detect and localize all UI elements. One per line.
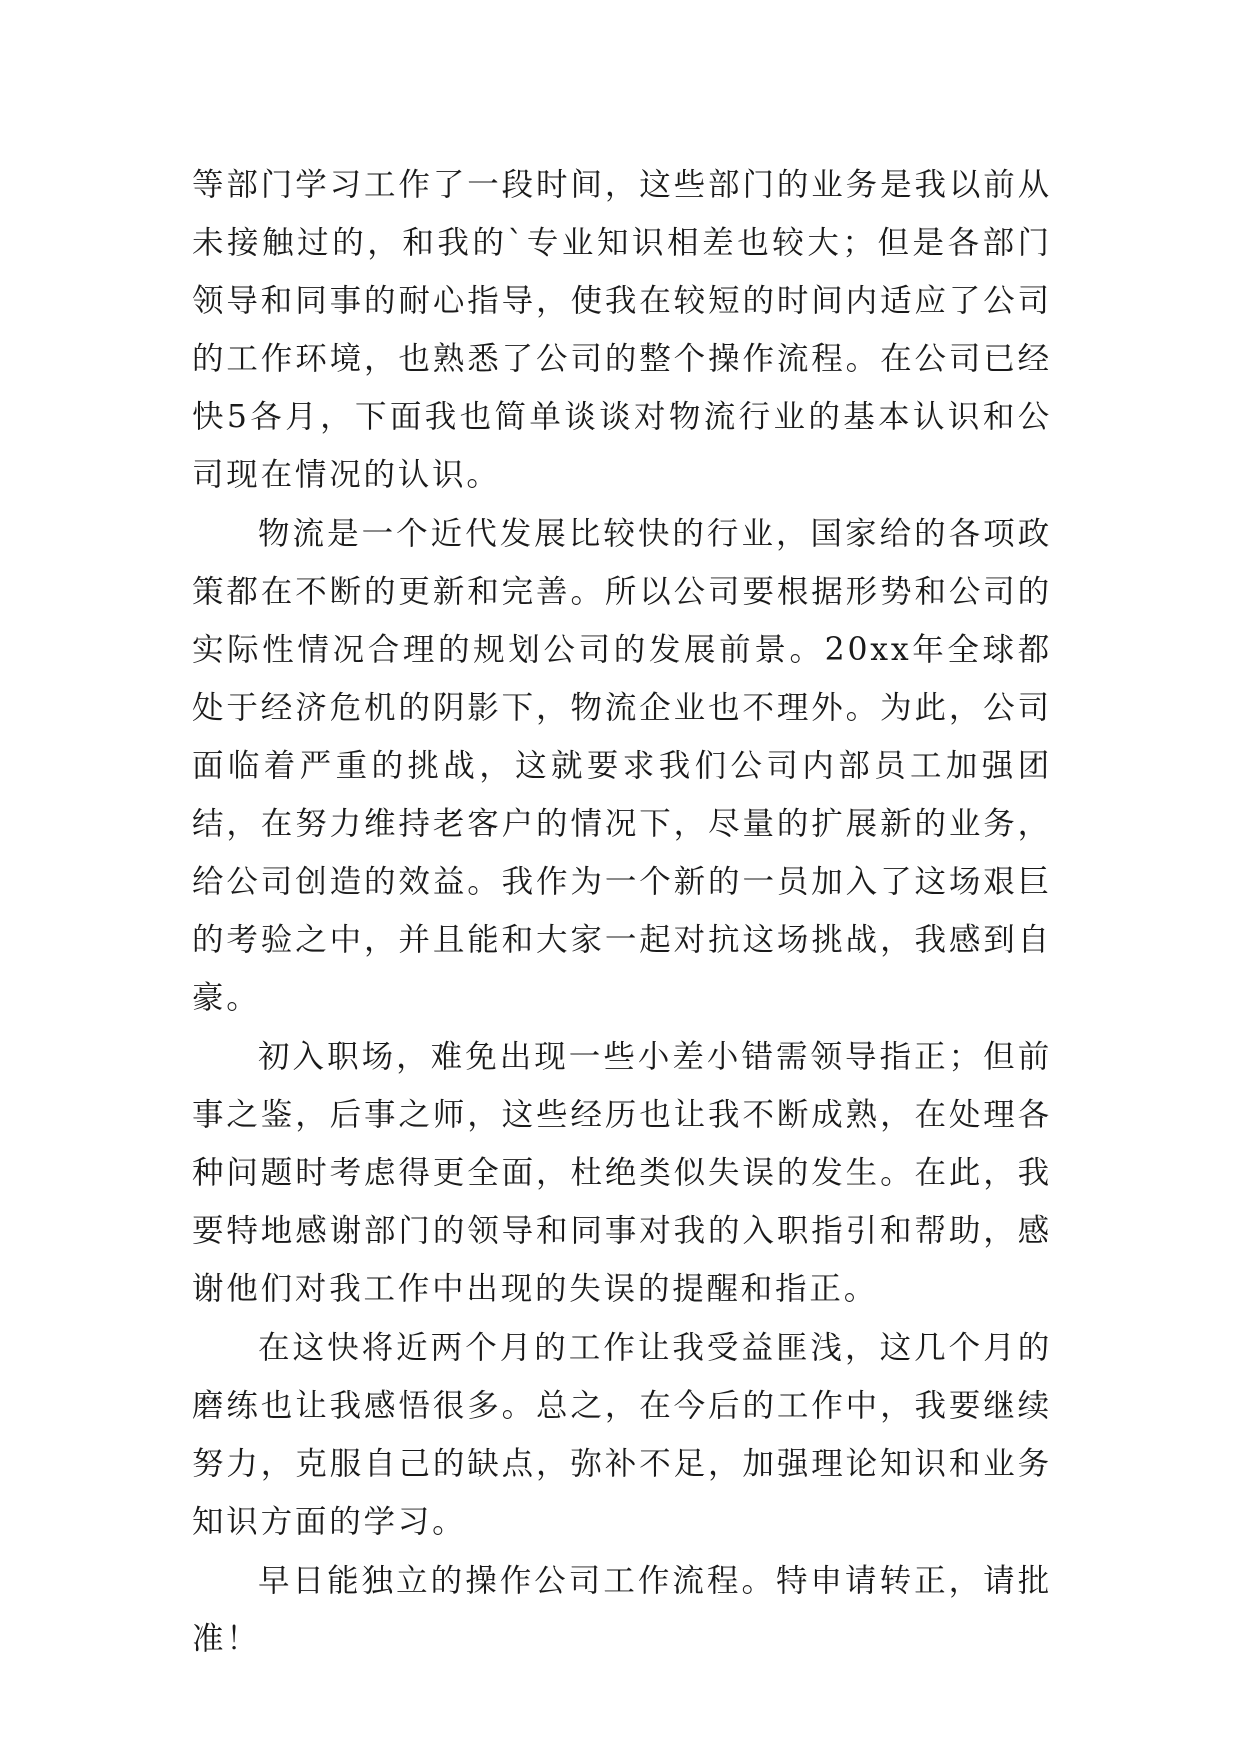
- document-body: [192, 156, 1052, 1669]
- paragraph-2: 物流是一个近代发展比较快的行业，国家给的各项政策都在不断的更新和完善。所以公司要根据形势和公司的实际性情况合理的规划公司的发展前景。20xx年全球都处于经济危机的阴影下，物流企业也不理外。为此，公司面临着严重的挑战，这就要求我们公司内部员工加强团结，在努力维持老客户的情况下，尽量的扩展新的业务，给公司创造的效益。我作为一个新的一员加入了这场艰巨的考验之中，并且能和大家一起对抗这场挑战，我感到自豪。: [192, 516, 1052, 1016]
- paragraph-4: 在这快将近两个月的工作让我受益匪浅，这几个月的磨练也让我感悟很多。总之，在今后的工作中，我要继续努力，克服自己的缺点，弥补不足，加强理论知识和业务知识方面的学习。: [192, 1330, 1052, 1540]
- paragraph-1: 等部门学习工作了一段时间，这些部门的业务是我以前从未接触过的，和我的`专业知识相差也较大；但是各部门领导和同事的耐心指导，使我在较短的时间内适应了公司的工作环境，也熟悉了公司的整个操作流程。在公司已经快5各月，下面我也简单谈谈对物流行业的基本认识和公司现在情况的认识。: [192, 167, 1052, 493]
- paragraph-5: 早日能独立的操作公司工作流程。特申请转正，请批准！: [192, 1563, 1052, 1657]
- paragraph-3: 初入职场，难免出现一些小差小错需领导指正；但前事之鉴，后事之师，这些经历也让我不断成熟，在处理各种问题时考虑得更全面，杜绝类似失误的发生。在此，我要特地感谢部门的领导和同事对我的入职指引和帮助，感谢他们对我工作中出现的失误的提醒和指正。: [192, 1039, 1052, 1307]
